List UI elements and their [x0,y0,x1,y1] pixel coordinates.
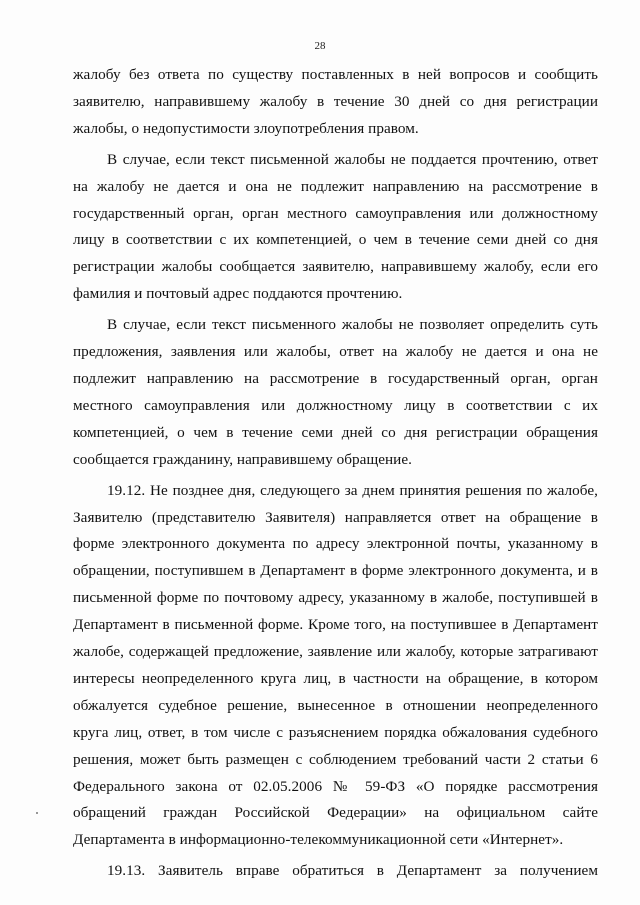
scan-speck [36,812,38,814]
paragraph-section-19-13: 19.13. Заявитель вправе обратиться в Департамент за получением [107,862,598,880]
page-number: 28 [314,40,326,52]
document-body [73,62,598,885]
paragraph-continuation: жалобу без ответа по существу поставленных в ней вопросов и сообщить заявителю, направившему жалобу в течение 30 дней со дня регистрации жалобы, о недопустимости злоупотребления правом. [73,66,598,137]
paragraph-unreadable-complaint: В случае, если текст письменной жалобы не поддается прочтению, ответ на жалобу не дается и она не подлежит направлению на рассмотрение в государственный орган, орган местного самоуправления или должностному лицу в соответствии с их компетенцией, о чем в течение семи дней со дня регистрации жалобы сообщается заявителю, направившему жалобу, если его фамилия и почтовый адрес поддаются прочтению. [73,150,598,303]
paragraph-undeterminable-complaint: В случае, если текст письменного жалобы не позволяет определить суть предложения, заявления или жалобы, ответ на жалобу не дается и она не подлежит направлению на рассмотрение в государственный орган, орган местного самоуправления или должностному лицу в соответствии с их компетенцией, о чем в течение семи дней со дня регистрации обращения сообщается гражданину, направившему обращение. [73,316,598,468]
paragraph-section-19-12: 19.12. Не позднее дня, следующего за днем принятия решения по жалобе, Заявителю (представителю Заявителя) направляется ответ на обращение в форме электронного документа по адресу электронной почты, указанному в обращении, поступившем в Департамент в форме электронного документа, и в письменной форме по почтовому адресу, указанному в жалобе, поступившей в Департамент в письменной форме. Кроме того, на поступившее в Департамент жалобе, содержащей предложение, заявление или жалобу, которые затрагивают интересы неопределенного круга лиц, в частности на обращение, в котором обжалуется судебное решение, вынесенное в отношении неопределенного круга лиц, ответ, в том числе с разъяснением порядка обжалования судебного решения, может быть размещен с соблюдением требований части 2 статьи 6 Федерального закона от 02.05.2006 № 59-ФЗ «О порядке рассмотрения обращений граждан Российской Федерации» на официальном сайте Департамента в информационно-телекоммуникационной сети «Интернет». [73,481,598,849]
